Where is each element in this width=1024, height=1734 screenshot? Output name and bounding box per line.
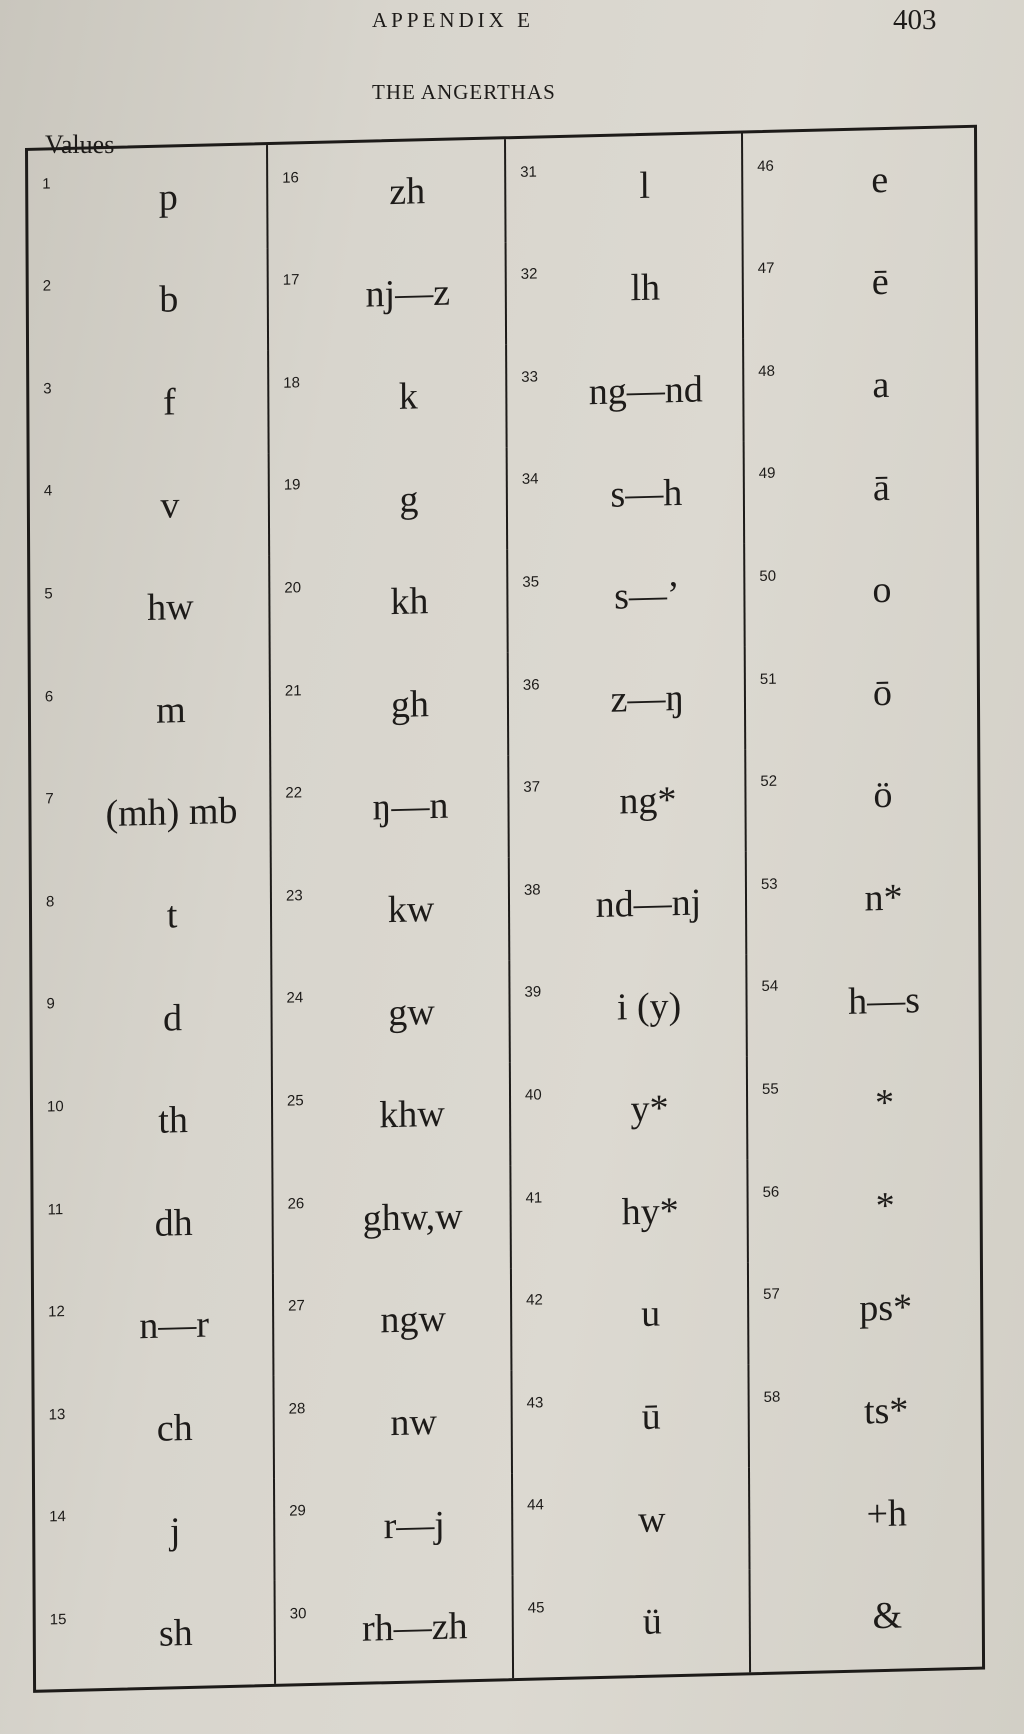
cell-value: k [398, 375, 418, 418]
cell-value: y* [630, 1087, 669, 1131]
table-cell [507, 236, 745, 344]
cell-value: zh [389, 169, 426, 213]
table-cell [32, 966, 273, 1074]
table-cell [32, 863, 273, 971]
cell-value: ts* [863, 1389, 909, 1433]
cell-number: 49 [758, 465, 776, 483]
cell-number: 26 [287, 1194, 305, 1213]
table-cell [31, 761, 272, 869]
cell-value: f [162, 381, 176, 424]
table-cell [513, 1467, 751, 1575]
cell-value: * [875, 1184, 895, 1227]
cell-value: rh—zh [361, 1605, 468, 1650]
cell-number: 13 [48, 1405, 66, 1424]
table-cell [512, 1262, 750, 1370]
cell-number: 14 [49, 1508, 66, 1526]
cell-value: khw [379, 1092, 445, 1137]
table-cell [507, 339, 745, 447]
cell-number: 27 [288, 1297, 305, 1315]
cell-number: 52 [760, 772, 778, 791]
cell-number: 1 [42, 174, 51, 193]
cell-number: 20 [284, 579, 302, 597]
table-cell [744, 230, 976, 338]
table-cell [511, 1057, 749, 1165]
cell-value: ü [642, 1600, 662, 1644]
cell-number: 40 [524, 1086, 542, 1104]
cell-number: 32 [520, 265, 538, 284]
cell-value: hw [147, 586, 194, 630]
cell-value: gw [388, 990, 435, 1034]
cell-number: 36 [522, 676, 540, 694]
cell-value: ng* [619, 779, 677, 823]
cell-number: 23 [285, 887, 303, 905]
cell-value: ghw,w [362, 1195, 463, 1240]
cell-value: ngw [380, 1298, 447, 1342]
table-cell [508, 441, 746, 549]
cell-value: dh [154, 1201, 193, 1245]
table-cell [747, 846, 979, 954]
cell-value: nw [390, 1400, 438, 1445]
cell-value: n* [864, 876, 903, 920]
table-cell [749, 1359, 981, 1467]
cell-value: ū [641, 1395, 661, 1438]
cell-value: ō [872, 671, 893, 715]
cell-number: 46 [757, 157, 774, 175]
table-cell [269, 242, 508, 350]
running-header: APPENDIX E [372, 8, 534, 32]
cell-number: 29 [289, 1502, 306, 1520]
cell-value: sh [158, 1612, 193, 1655]
cell-number: 51 [759, 670, 777, 688]
table-cell [750, 1461, 982, 1569]
cell-number: 34 [521, 470, 539, 489]
cell-number: 24 [286, 989, 304, 1008]
cell-number: 3 [43, 380, 52, 398]
table-cell [512, 1365, 750, 1473]
cell-value: w [637, 1497, 666, 1541]
cell-number: 17 [282, 271, 300, 289]
cell-number: 31 [520, 163, 537, 181]
cell-number: 15 [49, 1611, 67, 1629]
cell-value: b [159, 278, 179, 322]
cell-value: ē [871, 261, 889, 304]
cell-number: 9 [46, 995, 55, 1013]
table-title: THE ANGERTHAS [372, 80, 556, 104]
table-cell [508, 544, 746, 652]
cell-value: * [874, 1081, 895, 1125]
table-cell [269, 344, 508, 452]
table-cell [30, 453, 271, 561]
cell-number: 44 [527, 1496, 544, 1515]
table-cell [744, 333, 976, 441]
table-cell [271, 755, 510, 863]
cell-value: t [166, 894, 178, 937]
table-cell [28, 145, 269, 253]
table-cell [273, 1165, 512, 1273]
page-number: 403 [893, 4, 937, 36]
table-cell [510, 954, 748, 1062]
table-cell [33, 1171, 274, 1279]
cell-number: 30 [289, 1605, 307, 1623]
table-cell [274, 1370, 513, 1478]
cell-number: 5 [44, 585, 53, 603]
cell-number: 25 [286, 1092, 304, 1110]
cell-number: 43 [526, 1394, 544, 1412]
table-cell [746, 743, 978, 851]
cell-number: 33 [521, 368, 538, 386]
cell-number: 16 [282, 168, 299, 187]
cell-number: 54 [761, 978, 779, 996]
table-cell [29, 248, 270, 356]
cell-value: gh [390, 682, 430, 726]
cell-value: kw [387, 887, 435, 932]
cell-number: 6 [44, 687, 54, 706]
cell-value: l [639, 164, 651, 207]
cell-number: 28 [288, 1399, 306, 1418]
cell-number: 48 [758, 362, 775, 380]
table-cell [268, 139, 507, 247]
table-cell [35, 1479, 276, 1587]
cell-value: e [871, 158, 889, 202]
cell-value: th [158, 1099, 189, 1142]
cell-value: m [156, 688, 186, 732]
table-cell [745, 436, 977, 544]
cell-value: & [872, 1594, 903, 1638]
table-cell [747, 949, 979, 1057]
cell-value: u [641, 1292, 661, 1336]
cell-value: r—j [383, 1503, 445, 1547]
cell-value: g [399, 477, 419, 521]
table-cell [270, 550, 509, 658]
cell-value: +h [866, 1492, 908, 1536]
cell-number: 4 [43, 482, 53, 500]
table-cell [29, 350, 270, 458]
cell-number: 35 [522, 573, 540, 591]
table-cell [276, 1575, 515, 1683]
table-cell [33, 1068, 274, 1176]
cell-number: 55 [761, 1080, 779, 1099]
table-cell [751, 1564, 983, 1672]
table-cell [273, 1063, 512, 1171]
cell-value: ā [872, 466, 890, 509]
cell-value: z—ŋ [610, 676, 685, 721]
cell-value: v [160, 483, 180, 527]
cell-value: s—h [610, 471, 683, 516]
cell-number: 39 [524, 983, 542, 1002]
table-cell [274, 1268, 513, 1376]
table-cell [271, 652, 510, 760]
cell-number: 19 [283, 476, 301, 495]
table-cell [31, 658, 272, 766]
table-cell [272, 857, 511, 965]
cell-number: 2 [42, 277, 52, 295]
cell-number: 8 [45, 893, 55, 911]
cell-number: 50 [759, 567, 777, 586]
values-label: Values [45, 130, 115, 159]
table-cell [34, 1274, 275, 1382]
cell-value: ch [156, 1406, 193, 1450]
table-cell [749, 1256, 981, 1364]
table-cell [275, 1473, 514, 1581]
table-cell [743, 128, 975, 236]
table-cell [748, 1154, 980, 1262]
cell-number: 58 [763, 1388, 781, 1406]
table-cell [34, 1376, 275, 1484]
cell-number: 21 [284, 681, 302, 700]
cell-number: 12 [48, 1303, 65, 1321]
table-cell [30, 555, 271, 663]
cell-number: 45 [527, 1599, 545, 1617]
cell-number: 56 [762, 1183, 780, 1201]
cell-number: 37 [523, 778, 541, 797]
table-cell [506, 133, 744, 241]
table-cell [509, 646, 747, 754]
table-cell [510, 852, 748, 960]
cell-value: p [158, 176, 178, 219]
cell-number: 18 [283, 374, 300, 392]
cell-number: 53 [760, 875, 778, 893]
cell-number: 7 [45, 790, 54, 808]
cell-value: n—r [139, 1303, 210, 1348]
cell-number: 57 [763, 1285, 780, 1304]
table-cell [745, 538, 977, 646]
table-cell [746, 641, 978, 749]
table-cell [514, 1570, 752, 1678]
cell-value: nj—z [365, 271, 451, 317]
cell-value: ŋ—n [372, 785, 449, 829]
cell-value: ng—nd [588, 368, 703, 414]
cell-number: 10 [46, 1098, 64, 1116]
cell-value: lh [630, 266, 661, 310]
cell-number: 47 [757, 259, 775, 278]
cell-value: s—’ [614, 574, 680, 618]
cell-value: d [162, 996, 183, 1040]
table-cell [511, 1159, 749, 1267]
cell-number: 38 [523, 881, 541, 899]
cell-number: 22 [285, 784, 303, 802]
angerthas-table [25, 125, 985, 1693]
cell-value: kh [390, 580, 429, 624]
table-cell [509, 749, 747, 857]
cell-value: o [872, 568, 892, 612]
table-cell [36, 1581, 277, 1689]
cell-number: 42 [526, 1291, 543, 1309]
cell-value: nd—nj [595, 881, 702, 927]
cell-value: hy* [621, 1189, 679, 1234]
cell-value: h—s [848, 978, 921, 1023]
table-cell [272, 960, 511, 1068]
cell-value: ps* [859, 1286, 913, 1330]
table-cell [270, 447, 509, 555]
cell-value: j [169, 1509, 181, 1553]
cell-value: a [872, 363, 890, 407]
table-cell [748, 1051, 980, 1159]
cell-number: 41 [525, 1188, 543, 1207]
cell-value: ö [873, 774, 893, 817]
cell-number: 11 [47, 1200, 64, 1219]
cell-value: i (y) [616, 984, 682, 1029]
cell-value: (mh) mb [105, 790, 238, 836]
